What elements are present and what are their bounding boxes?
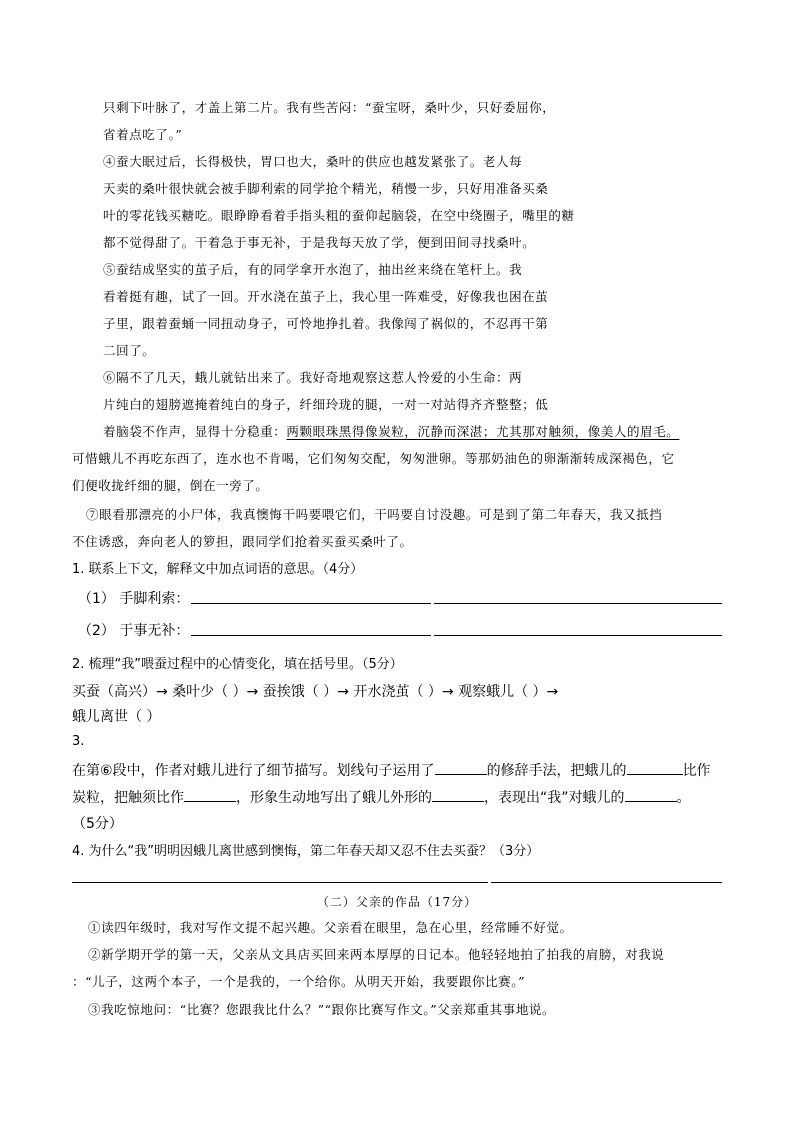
passage-line: ⑤蚕结成坚实的茧子后，有的同学拿开水泡了，抽出丝来绕在笔杆上。我 [103,262,523,277]
fill-blank[interactable] [627,760,683,775]
passage-line: 不住诱惑，奔向老人的箩担，跟同学们抢着买蚕买桑叶了。 [72,534,413,549]
passage-line: ：“儿子，这两个本子，一个是我的，一个给你。从明天开始，我要跟你比赛。” [72,974,526,989]
question-1a-label: （1） 手脚利索： [78,591,190,607]
question-3-number: 3. [72,734,85,749]
passage-line: ①读四年级时，我对写作文提不起兴趣。父亲看在眼里，急在心里，经常睡不好觉。 [88,920,573,935]
q3-text: 。 [676,790,691,806]
answer-line[interactable] [191,603,431,604]
q3-text: ，表现出“我”对蛾儿的 [484,790,625,806]
q3-text: 的修辞手法，把蛾儿的 [486,763,627,779]
passage-line: 只剩下叶脉了，才盖上第二片。我有些苦闷：“蚕宝呀，桑叶少，只好委屈你， [103,100,556,115]
question-4: 4. 为什么“我”明明因蛾儿离世感到懊悔，第二年春天却又忍不住去买蚕？（3分） [72,844,540,859]
q3-text: 在第⑥段中，作者对蛾儿进行了细节描写。划线句子运用了 [72,763,435,779]
passage-line: 片纯白的翅膀遮掩着纯白的身子，纤细玲珑的腿，一对一对站得齐齐整整；低 [103,397,549,412]
question-2-chain: 蛾儿离世（ ） [72,709,161,725]
answer-line[interactable] [491,882,722,883]
q3-text: ，形象生动地写出了蛾儿外形的 [236,790,432,806]
passage-line: ②新学期开学的第一天，父亲从文具店买回来两本厚厚的日记本。他轻轻地拍了拍我的肩膀，对我说 [88,947,665,962]
passage-line: ⑦眼看那漂亮的小尸体，我真懊悔干吗要喂它们，干吗要自讨没趣。可是到了第二年春天，我又抵挡 [86,507,663,522]
passage-line: ③我吃惊地问：“比赛？您跟我比什么？”“跟你比赛写作文。”父亲郑重其事地说。 [88,1002,556,1017]
question-2-chain: 买蚕（高兴）→ 桑叶少（ ）→ 蚕挨饿（ ）→ 开水浇茧（ ）→ 观察蛾儿（ ）→ [72,684,559,700]
fill-blank[interactable] [435,760,487,775]
passage-line: 叶的零花钱买糖吃。眼睁睁看着手指头粗的蚕仰起脑袋，在空中绕圈子，嘴里的糖 [103,208,575,223]
question-3-line1 [72,760,711,780]
q3-text: 比作 [682,763,711,779]
answer-line[interactable] [434,635,722,636]
underlined-sentence: 两颗眼珠黑得像炭粒，沉静而深湛；尤其那对触须，像美人的眉毛。 [286,424,680,439]
question-3-line2 [72,787,691,807]
passage-line: 都不觉得甜了。干着急于事无补，于是我每天放了学，便到田间寻找桑叶。 [103,235,536,250]
fill-blank[interactable] [432,787,484,802]
answer-line[interactable] [72,882,488,883]
passage-line: 看着挺有趣，试了一回。开水浇在茧子上，我心里一阵难受，好像我也困在茧 [103,289,549,304]
passage-line: 省着点吃了。” [103,127,183,142]
question-1b-label: （2） 于事无补： [78,623,190,639]
question-2: 2. 梳理“我”喂蚕过程中的心情变化，填在括号里。（5分） [72,657,403,672]
answer-line[interactable] [191,635,431,636]
answer-line[interactable] [434,603,722,604]
question-1: 1. 联系上下文，解释文中加点词语的意思。（4分） [72,562,364,577]
fill-blank[interactable] [625,787,677,802]
passage-line: 天卖的桑叶很快就会被手脚利索的同学抢个精光，稍慢一步，只好用准备买桑 [103,181,549,196]
passage-line-underlined [103,422,679,440]
q3-text: 炭粒，把触须比作 [72,790,184,806]
passage-line: 二回了。 [103,343,156,358]
question-3-score: （5分） [72,816,123,832]
section-title: （二）父亲的作品（17分） [316,895,478,909]
passage-line: ⑥隔不了几天，蛾儿就钻出来了。我好奇地观察这惹人怜爱的小生命：两 [103,370,523,385]
passage-line: 子里，跟着蚕蛹一同扭动身子，可怜地挣扎着。我像闯了祸似的，不忍再干第 [103,316,549,331]
plain-text: 着脑袋不作声，显得十分稳重： [103,424,287,439]
fill-blank[interactable] [184,787,236,802]
passage-line: 可惜蛾儿不再吃东西了，连水也不肯喝，它们匆匆交配，匆匆泄卵。等那奶油色的卵渐渐转成深褐色，它 [72,451,675,466]
passage-line: ④蚕大眠过后，长得极快，胃口也大，桑叶的供应也越发紧张了。老人每 [103,154,523,169]
passage-line: 们便收拢纤细的腿，倒在一旁了。 [72,478,269,493]
